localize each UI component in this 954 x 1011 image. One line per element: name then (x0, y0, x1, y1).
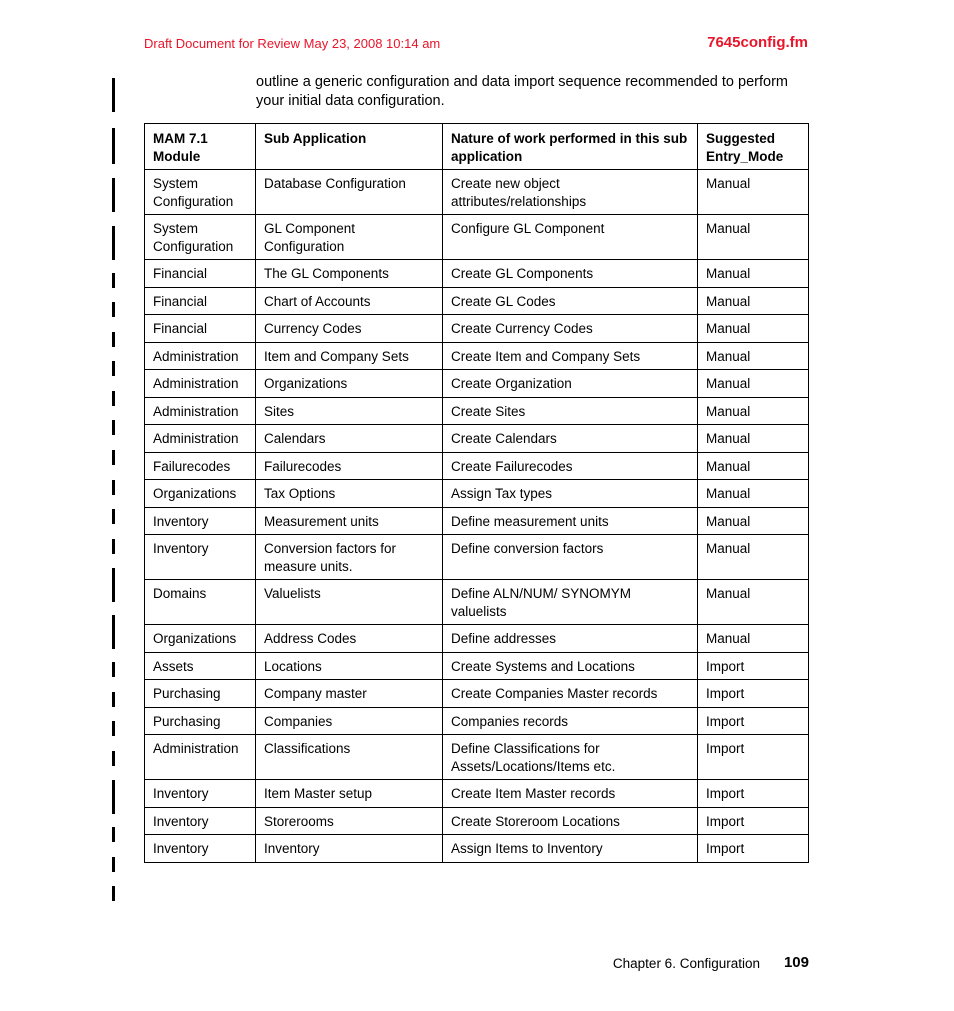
cell-sub-application: Valuelists (256, 580, 443, 625)
cell-sub-application: Address Codes (256, 625, 443, 653)
cell-entry-mode: Manual (698, 315, 809, 343)
cell-nature-of-work: Create Companies Master records (443, 680, 698, 708)
change-bar (112, 480, 115, 495)
cell-sub-application: Item and Company Sets (256, 342, 443, 370)
cell-nature-of-work: Companies records (443, 707, 698, 735)
cell-entry-mode: Import (698, 652, 809, 680)
cell-entry-mode: Import (698, 680, 809, 708)
cell-nature-of-work: Create Failurecodes (443, 452, 698, 480)
cell-module: Organizations (145, 625, 256, 653)
change-bar (112, 886, 115, 901)
table-row (145, 287, 809, 315)
cell-sub-application: Sites (256, 397, 443, 425)
cell-nature-of-work: Define addresses (443, 625, 698, 653)
cell-sub-application: GL Component Configuration (256, 215, 443, 260)
change-bar (112, 751, 115, 766)
change-bar (112, 332, 115, 347)
cell-nature-of-work: Define measurement units (443, 507, 698, 535)
table-row (145, 315, 809, 343)
change-bar (112, 420, 115, 435)
configuration-sequence-table (144, 123, 809, 863)
cell-sub-application: Classifications (256, 735, 443, 780)
cell-entry-mode: Manual (698, 397, 809, 425)
cell-module: Assets (145, 652, 256, 680)
cell-module: Financial (145, 260, 256, 288)
cell-nature-of-work: Define ALN/NUM/ SYNOMYM valuelists (443, 580, 698, 625)
cell-entry-mode: Import (698, 807, 809, 835)
cell-sub-application: Companies (256, 707, 443, 735)
cell-entry-mode: Manual (698, 287, 809, 315)
cell-nature-of-work: Create Sites (443, 397, 698, 425)
table-header-row (145, 124, 809, 170)
cell-sub-application: Item Master setup (256, 780, 443, 808)
change-bar (112, 662, 115, 677)
cell-module: Purchasing (145, 680, 256, 708)
cell-sub-application: Storerooms (256, 807, 443, 835)
header-sub-application: Sub Application (256, 124, 443, 170)
cell-nature-of-work: Create Storeroom Locations (443, 807, 698, 835)
cell-nature-of-work: Create Currency Codes (443, 315, 698, 343)
table-row (145, 780, 809, 808)
change-bar (112, 721, 115, 736)
cell-entry-mode: Manual (698, 215, 809, 260)
cell-entry-mode: Manual (698, 625, 809, 653)
cell-entry-mode: Manual (698, 425, 809, 453)
table-row (145, 507, 809, 535)
table-row (145, 652, 809, 680)
cell-nature-of-work: Assign Tax types (443, 480, 698, 508)
cell-sub-application: Inventory (256, 835, 443, 863)
table-row (145, 425, 809, 453)
cell-module: Purchasing (145, 707, 256, 735)
table-row (145, 480, 809, 508)
draft-notice: Draft Document for Review May 23, 2008 10:14 am (144, 36, 441, 51)
cell-entry-mode: Manual (698, 580, 809, 625)
table-row (145, 625, 809, 653)
table-row (145, 370, 809, 398)
cell-module: Financial (145, 287, 256, 315)
header-entry-mode: Suggested Entry_Mode (698, 124, 809, 170)
cell-module: Administration (145, 342, 256, 370)
change-bar (112, 827, 115, 842)
cell-entry-mode: Import (698, 835, 809, 863)
cell-sub-application: Calendars (256, 425, 443, 453)
cell-module: Failurecodes (145, 452, 256, 480)
cell-nature-of-work: Create GL Codes (443, 287, 698, 315)
cell-module: Inventory (145, 780, 256, 808)
cell-sub-application: Failurecodes (256, 452, 443, 480)
change-bar (112, 450, 115, 465)
page-number: 109 (783, 954, 809, 971)
cell-entry-mode: Manual (698, 370, 809, 398)
change-bar (112, 178, 115, 212)
cell-module: Administration (145, 397, 256, 425)
cell-entry-mode: Manual (698, 507, 809, 535)
change-bar (112, 539, 115, 554)
cell-nature-of-work: Create new object attributes/relationships (443, 170, 698, 215)
cell-sub-application: Database Configuration (256, 170, 443, 215)
cell-nature-of-work: Configure GL Component (443, 215, 698, 260)
cell-entry-mode: Manual (698, 170, 809, 215)
cell-sub-application: Measurement units (256, 507, 443, 535)
change-bars (112, 0, 116, 1011)
cell-sub-application: Organizations (256, 370, 443, 398)
cell-sub-application: Chart of Accounts (256, 287, 443, 315)
change-bar (112, 780, 115, 814)
cell-entry-mode: Manual (698, 535, 809, 580)
cell-module: Inventory (145, 807, 256, 835)
table-row (145, 580, 809, 625)
header-module: MAM 7.1 Module (145, 124, 256, 170)
table-row (145, 807, 809, 835)
cell-entry-mode: Manual (698, 342, 809, 370)
table-row (145, 452, 809, 480)
cell-nature-of-work: Create Calendars (443, 425, 698, 453)
cell-nature-of-work: Create Organization (443, 370, 698, 398)
cell-entry-mode: Manual (698, 260, 809, 288)
table-row (145, 735, 809, 780)
table-row (145, 535, 809, 580)
table-row (145, 215, 809, 260)
cell-nature-of-work: Assign Items to Inventory (443, 835, 698, 863)
change-bar (112, 128, 115, 164)
table-row (145, 260, 809, 288)
cell-nature-of-work: Define conversion factors (443, 535, 698, 580)
cell-entry-mode: Import (698, 735, 809, 780)
cell-nature-of-work: Create GL Components (443, 260, 698, 288)
header-nature-of-work: Nature of work performed in this sub application (443, 124, 698, 170)
change-bar (112, 226, 115, 260)
cell-module: Organizations (145, 480, 256, 508)
change-bar (112, 361, 115, 376)
change-bar (112, 857, 115, 872)
cell-entry-mode: Import (698, 707, 809, 735)
change-bar (112, 391, 115, 406)
cell-module: Administration (145, 370, 256, 398)
cell-module: Inventory (145, 535, 256, 580)
cell-sub-application: Tax Options (256, 480, 443, 508)
footer-chapter: Chapter 6. Configuration (612, 956, 760, 971)
cell-entry-mode: Import (698, 780, 809, 808)
cell-sub-application: The GL Components (256, 260, 443, 288)
cell-entry-mode: Manual (698, 452, 809, 480)
file-name: 7645config.fm (707, 34, 808, 51)
cell-nature-of-work: Create Item and Company Sets (443, 342, 698, 370)
table-row (145, 835, 809, 863)
change-bar (112, 302, 115, 317)
cell-sub-application: Locations (256, 652, 443, 680)
change-bar (112, 509, 115, 524)
cell-nature-of-work: Define Classifications for Assets/Locations/Items etc. (443, 735, 698, 780)
cell-module: Administration (145, 425, 256, 453)
table-row (145, 707, 809, 735)
cell-sub-application: Currency Codes (256, 315, 443, 343)
cell-module: Administration (145, 735, 256, 780)
table-body (145, 170, 809, 863)
change-bar (112, 568, 115, 602)
cell-module: System Configuration (145, 215, 256, 260)
change-bar (112, 692, 115, 707)
change-bar (112, 615, 115, 649)
cell-module: Inventory (145, 835, 256, 863)
cell-nature-of-work: Create Item Master records (443, 780, 698, 808)
cell-sub-application: Conversion factors for measure units. (256, 535, 443, 580)
cell-module: Domains (145, 580, 256, 625)
cell-sub-application: Company master (256, 680, 443, 708)
cell-module: Inventory (145, 507, 256, 535)
cell-module: Financial (145, 315, 256, 343)
change-bar (112, 273, 115, 288)
cell-entry-mode: Manual (698, 480, 809, 508)
intro-paragraph: outline a generic configuration and data import sequence recommended to perform your initial data configuration. (256, 74, 788, 109)
cell-module: System Configuration (145, 170, 256, 215)
cell-nature-of-work: Create Systems and Locations (443, 652, 698, 680)
table-row (145, 342, 809, 370)
table-row (145, 170, 809, 215)
table-row (145, 680, 809, 708)
table-row (145, 397, 809, 425)
change-bar (112, 78, 115, 112)
